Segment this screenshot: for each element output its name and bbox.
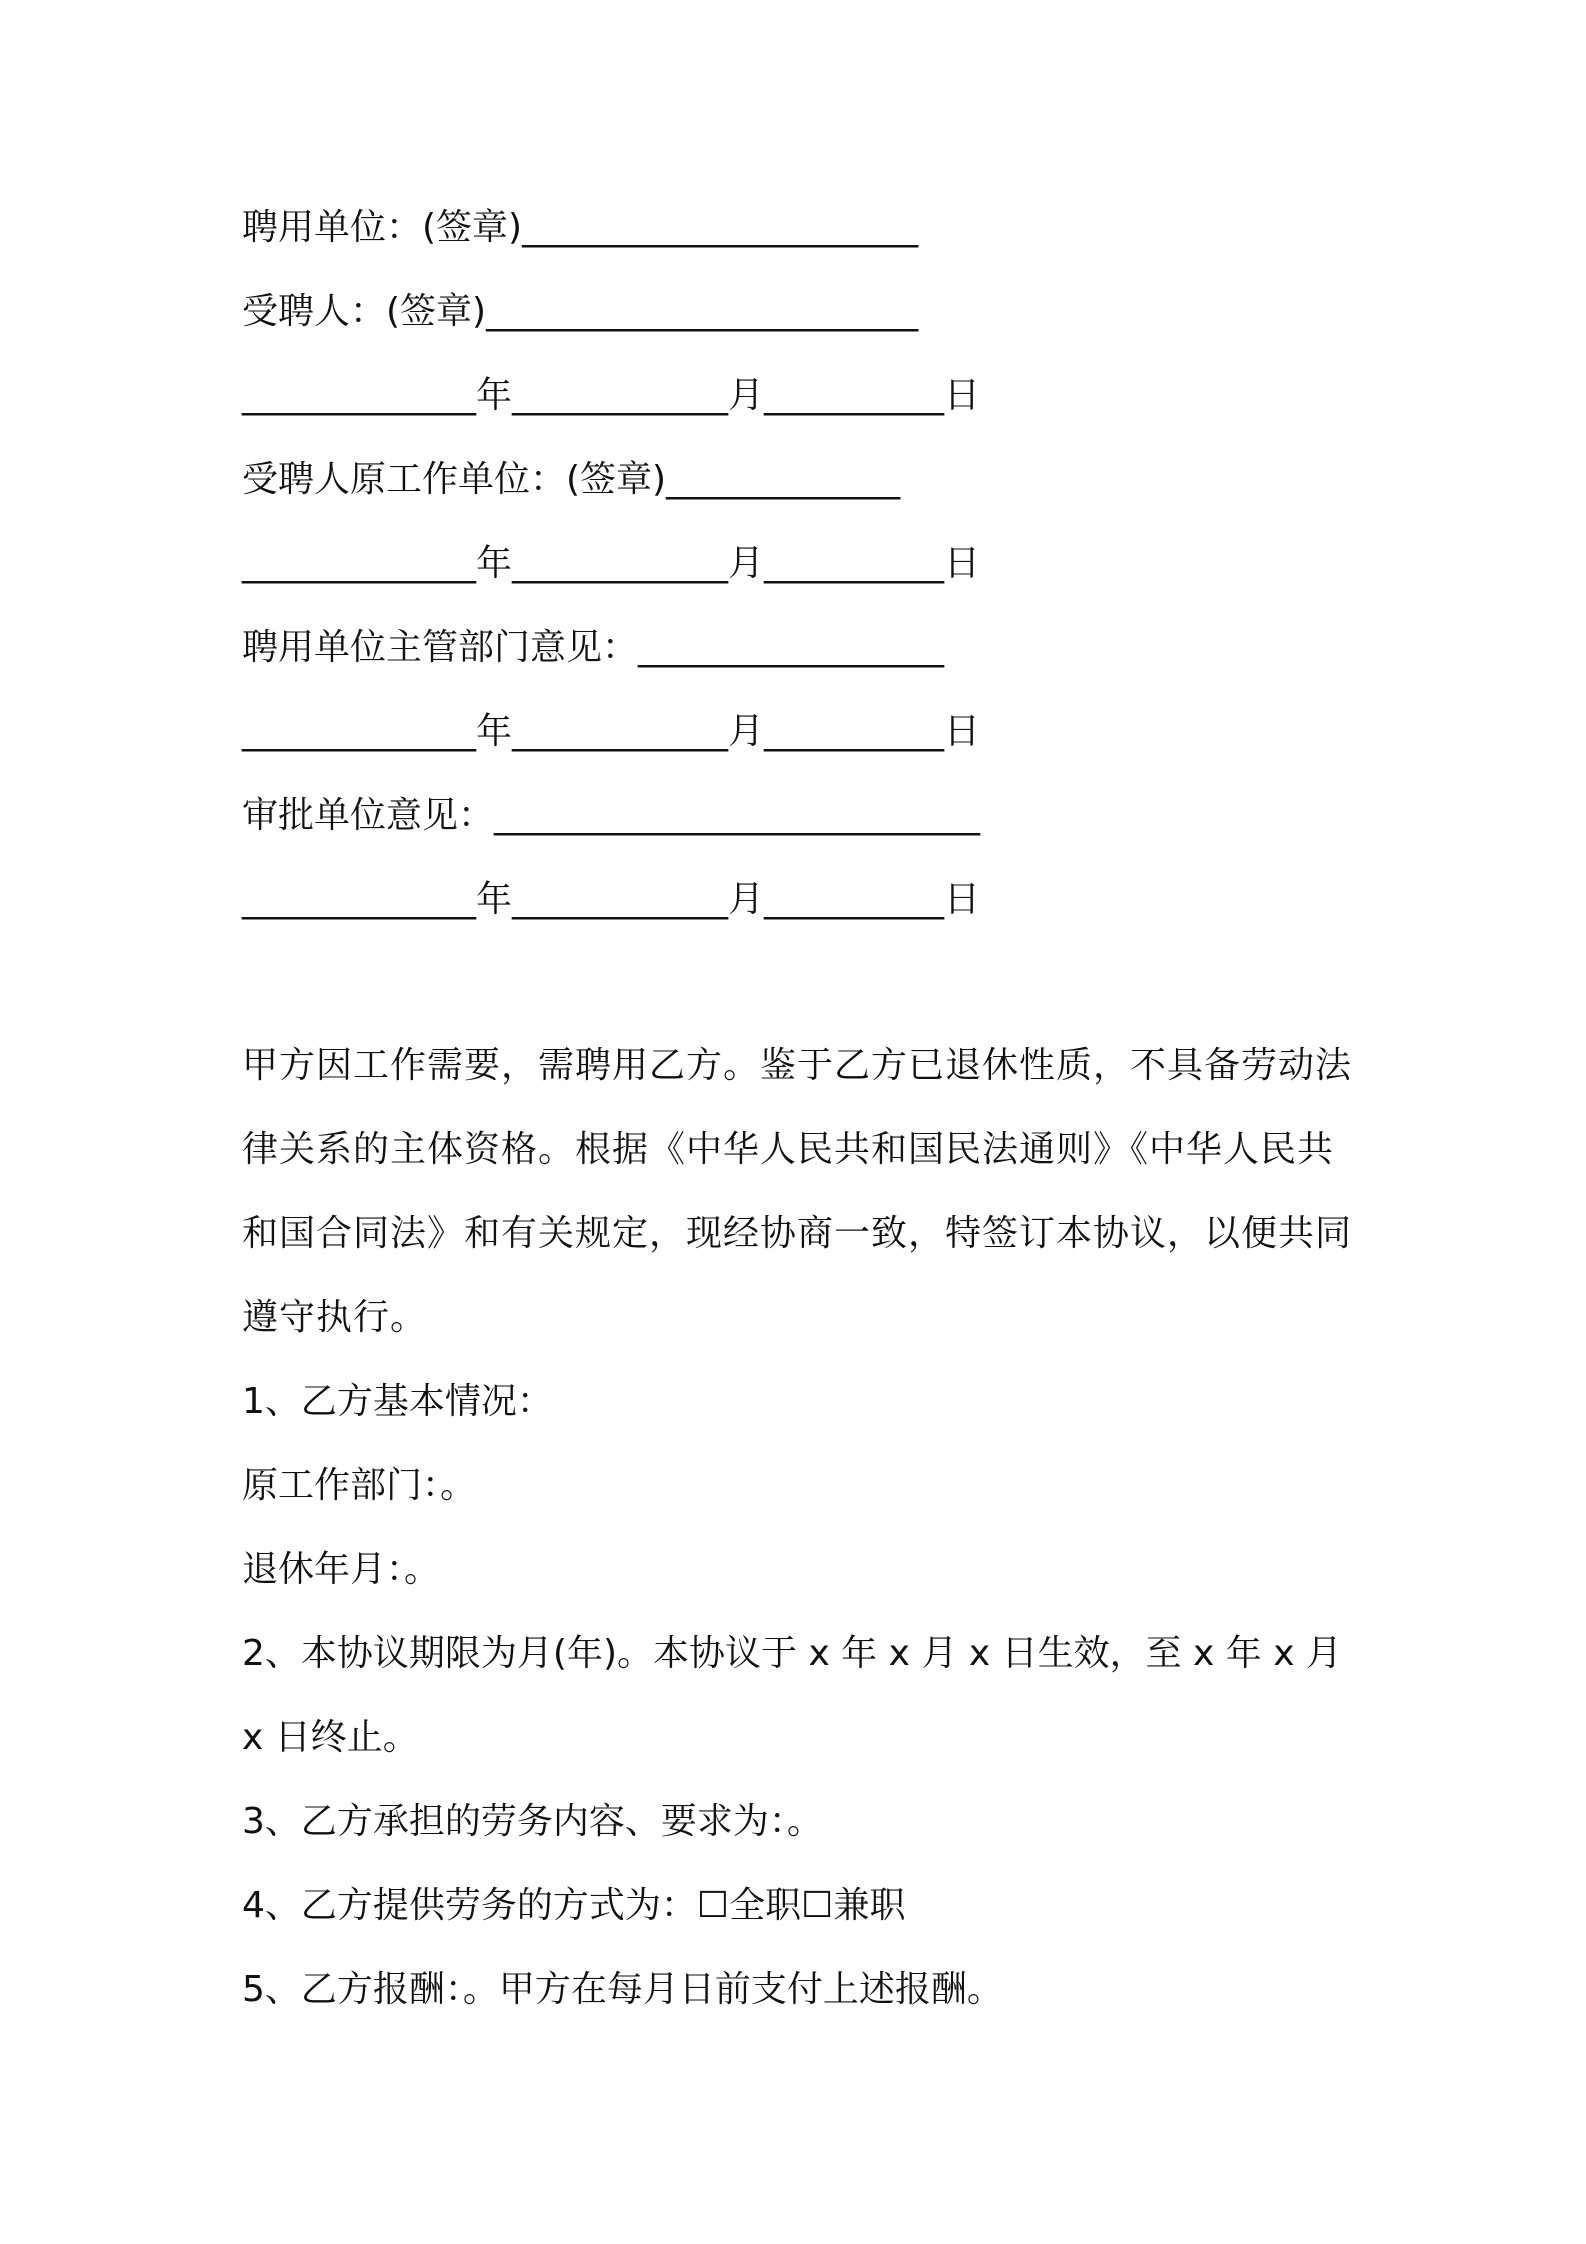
item-5-remuneration: 5、乙方报酬：。甲方在每月日前支付上述报酬。 bbox=[242, 1969, 1003, 2010]
date-line: _____________年____________月__________日 bbox=[242, 711, 980, 752]
item-2-term-line: x 日终止。 bbox=[242, 1717, 419, 1758]
date-line: _____________年____________月__________日 bbox=[242, 375, 980, 416]
item-3-service-content: 3、乙方承担的劳务内容、要求为：。 bbox=[242, 1801, 823, 1842]
item-2-term-line: 2、本协议期限为月(年)。本协议于 x 年 x 月 x 日生效，至 x 年 x 月 bbox=[242, 1633, 1342, 1674]
date-line: _____________年____________月__________日 bbox=[242, 543, 980, 584]
item-4-service-mode: 4、乙方提供劳务的方式为：☐全职☐兼职 bbox=[242, 1885, 906, 1926]
approval-opinion-line: 审批单位意见：___________________________ bbox=[242, 795, 981, 836]
date-line: _____________年____________月__________日 bbox=[242, 879, 980, 920]
intro-paragraph-line: 甲方因工作需要，需聘用乙方。鉴于乙方已退休性质，不具备劳动法 bbox=[242, 1045, 1353, 1086]
original-unit-signature-line: 受聘人原工作单位：(签章)_____________ bbox=[242, 459, 901, 500]
employer-signature-line: 聘用单位：(签章)______________________ bbox=[242, 207, 919, 248]
item-1-original-department: 原工作部门：。 bbox=[242, 1465, 477, 1506]
department-opinion-line: 聘用单位主管部门意见：_________________ bbox=[242, 627, 945, 668]
item-1-title: 1、乙方基本情况： bbox=[242, 1381, 553, 1422]
employee-signature-line: 受聘人：(签章)________________________ bbox=[242, 291, 919, 332]
item-1-retirement-date: 退休年月：。 bbox=[242, 1549, 441, 1590]
intro-paragraph-line: 遵守执行。 bbox=[242, 1297, 428, 1338]
intro-paragraph-line: 律关系的主体资格。根据《中华人民共和国民法通则》《中华人民共 bbox=[242, 1129, 1335, 1170]
intro-paragraph-line: 和国合同法》和有关规定，现经协商一致，特签订本协议，以便共同 bbox=[242, 1213, 1353, 1254]
